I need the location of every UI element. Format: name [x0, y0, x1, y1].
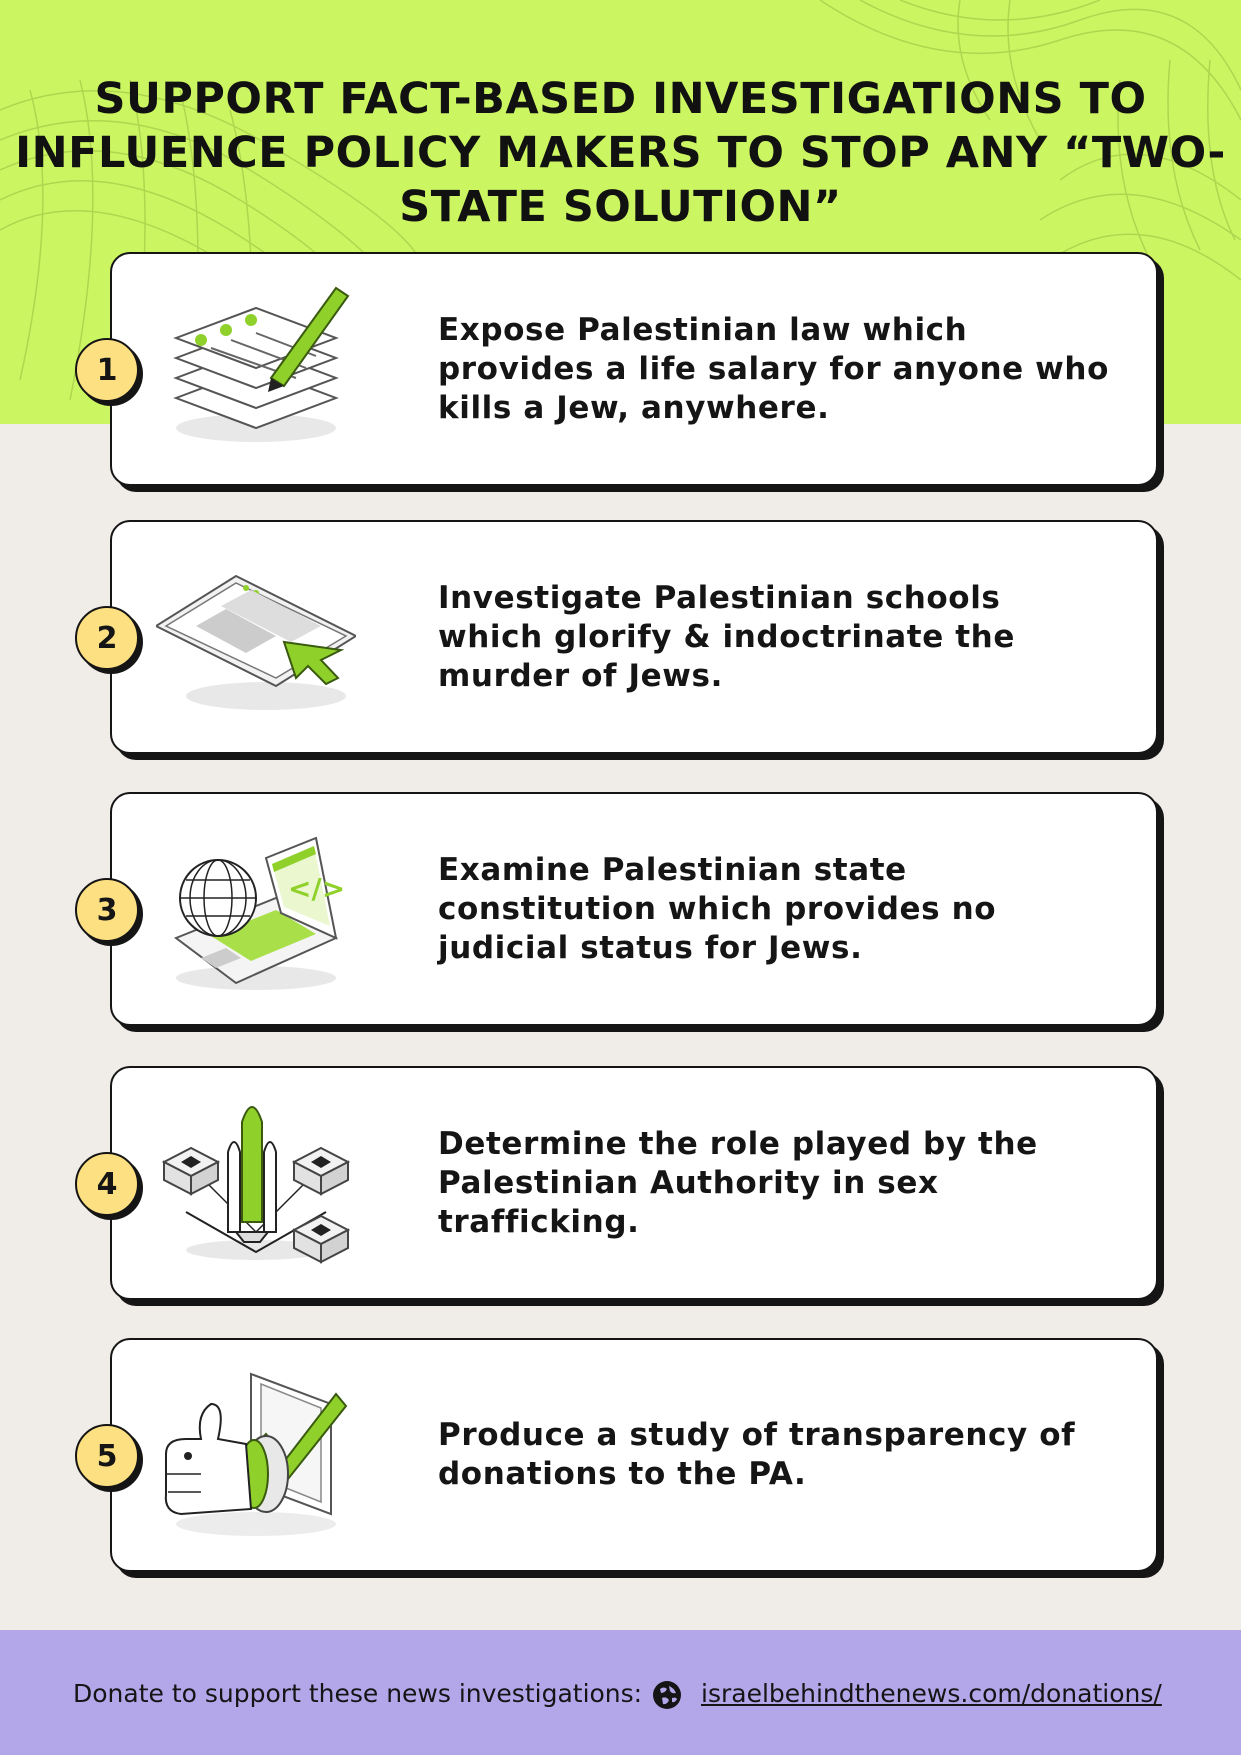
- investigation-card-3: [110, 792, 1158, 1026]
- step-badge-1: 1: [75, 338, 139, 402]
- investigation-text-3: Examine Palestinian state constitution which provides no judicial status for Jews.: [438, 851, 997, 966]
- tablet-cursor-icon: [156, 546, 356, 726]
- step-badge-4: 4: [75, 1152, 139, 1216]
- investigation-text-1: Expose Palestinian law which provides a life salary for anyone who kills a Jew, anywhere.: [438, 311, 1109, 426]
- donation-link[interactable]: israelbehindthenews.com/donations/: [701, 1679, 1162, 1708]
- investigation-card-4: [110, 1066, 1158, 1300]
- rocket-network-icon: [156, 1092, 356, 1272]
- step-badge-2: 2: [75, 606, 139, 670]
- thumbs-up-check-icon: [156, 1364, 356, 1544]
- globe-icon: [652, 1680, 682, 1710]
- investigation-text-5: Produce a study of transparency of donations to the PA.: [438, 1417, 1076, 1492]
- laptop-globe-icon: [156, 818, 356, 998]
- investigation-text-4: Determine the role played by the Palestinian Authority in sex trafficking.: [438, 1125, 1038, 1240]
- documents-pencil-icon: [156, 278, 356, 458]
- donation-label: Donate to support these news investigations:: [73, 1679, 643, 1708]
- step-badge-3: 3: [75, 878, 139, 942]
- investigation-text-2: Investigate Palestinian schools which glorify & indoctrinate the murder of Jews.: [438, 579, 1015, 694]
- investigation-card-1: [110, 252, 1158, 486]
- donation-footer: [0, 1630, 1241, 1755]
- step-badge-5: 5: [75, 1424, 139, 1488]
- svg-text:</>: </>: [288, 872, 346, 905]
- investigation-card-2: [110, 520, 1158, 754]
- page-title: SUPPORT FACT-BASED INVESTIGATIONS TO INFLUENCE POLICY MAKERS TO STOP ANY “TWO-STATE SOLUTION”: [15, 74, 1226, 232]
- investigation-card-5: [110, 1338, 1158, 1572]
